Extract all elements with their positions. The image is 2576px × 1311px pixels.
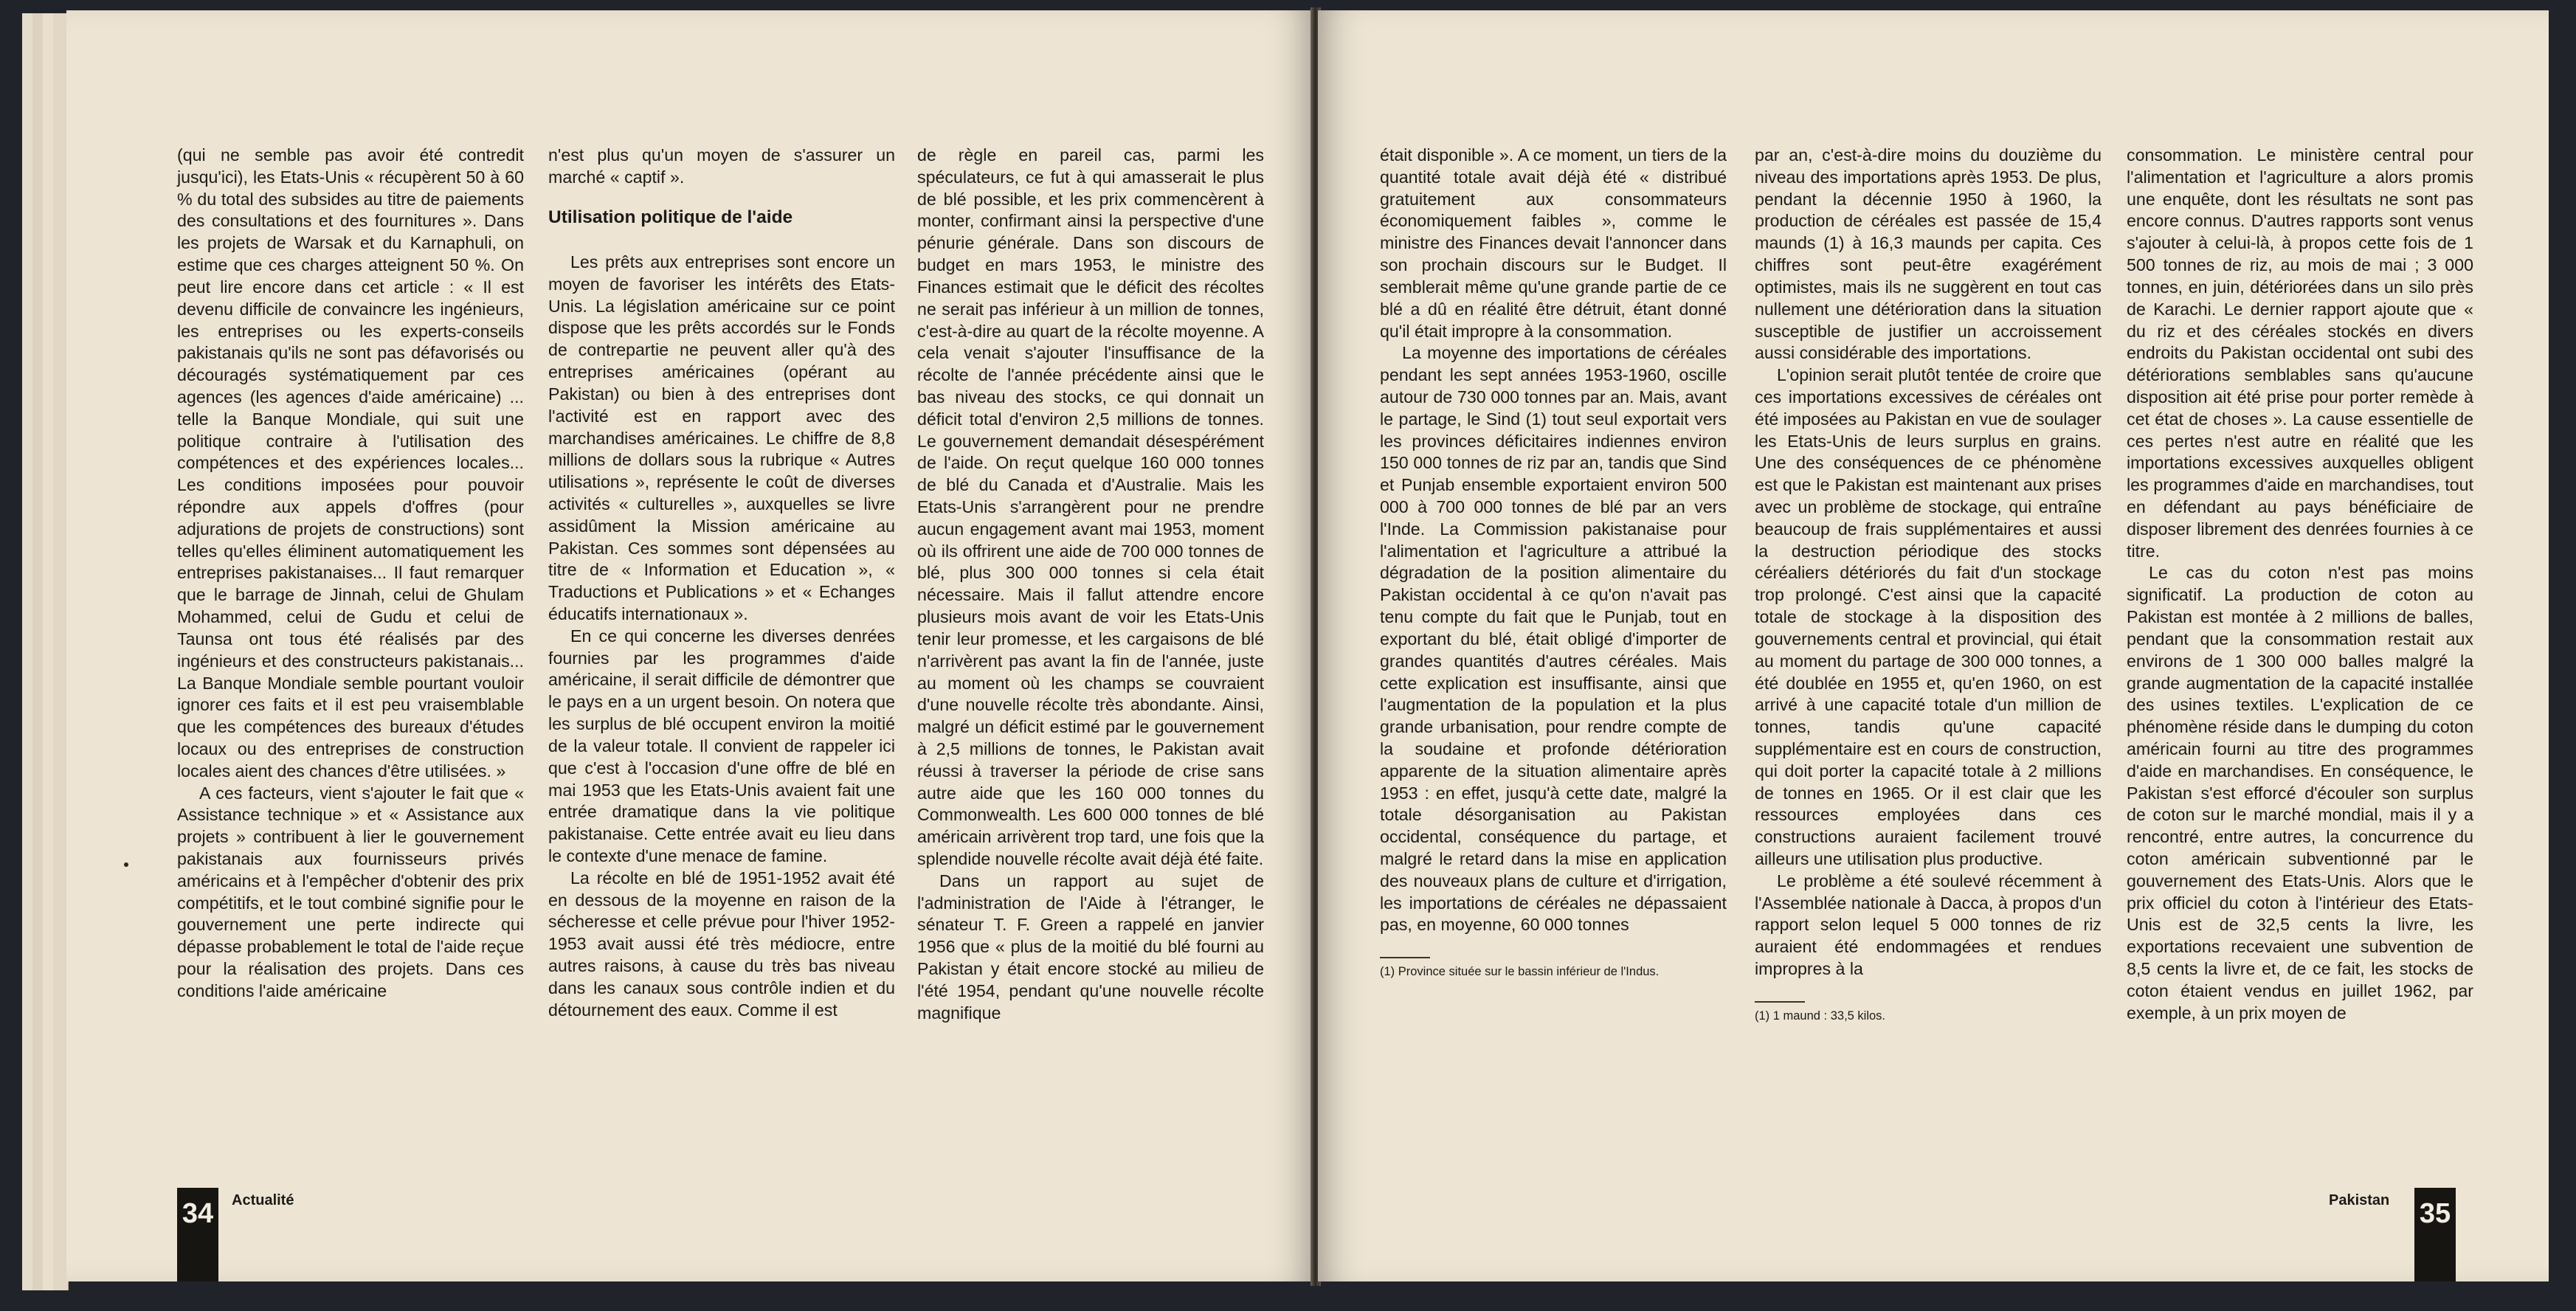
page-number-text: 35 xyxy=(2419,1198,2451,1229)
paragraph: consommation. Le ministère central pour l'alimentation et l'agriculture a alors promis une enquête, dont les résultats ne sont pas encore connus. D'autres rapports sont venus s'ajouter à celui-là, à propos cette fois de 1 500 tonnes de riz, au mois de mai ; 3 000 tonnes, en juin, détériorées dans un silo près de Karachi. Le dernier rapport ajoute que « du riz et des céréales stockés en divers endroits du Pakistan occidental ont subi des détériorations semblables sans qu'aucune disposition ait été prise pour porter remède à cet état de choses ». La cause essentielle de ces pertes n'est autre en réalité que les importations excessives auxquelles obligent les programmes d'aide en marchandises, tout en défendant au pays bénéficiaire de disposer librement des denrées fournies à ce titre. xyxy=(2127,145,2473,561)
left-page xyxy=(66,10,1313,1281)
footnote: (1) Province située sur le bassin inférieur de l'Indus. xyxy=(1380,965,1660,979)
paragraph: par an, c'est-à-dire moins du douzième du niveau des importations après 1953. De plus, pendant la décennie 1950 à 1960, la production de céréales est passée de 15,4 maunds (1) à 16,3 maunds per capita. Ces chiffres sont peut-être exagérément optimistes, mais ils ne suggèrent en tout cas nullement une détérioration dans la situation susceptible de justifier un accroissement aussi considérable des importations. xyxy=(1755,145,2102,363)
page-number-left xyxy=(177,1188,218,1281)
left-column-1 xyxy=(177,145,524,1003)
paragraph: Le problème a été soulevé récemment à l'Assemblée nationale à Dacca, à propos d'un rapport selon lequel 5 000 tonnes de riz auraient été endommagées et rendues impropres à la xyxy=(1755,871,2102,979)
paragraph: n'est plus qu'un moyen de s'assurer un marché « captif ». xyxy=(548,145,895,187)
paragraph: L'opinion serait plutôt tentée de croire que ces importations excessives de céréales ont été imposées au Pakistan en vue de soulager les Etats-Unis de leurs surplus en grains. Une des conséquences de ce phénomène est que le Pakistan est maintenant aux prises avec un problème de stockage, qui entraîne beaucoup de frais supplémentaires et aussi la destruction périodique des stocks céréaliers détériorés du fait d'un stockage trop prolongé. C'est ainsi que la capacité totale de stockage à la disposition des gouvernements central et provincial, qui était au moment du partage de 300 000 tonnes, a été doublée en 1955 et, qu'en 1960, on est arrivé à une capacité totale d'un million de tonnes, tandis qu'une capacité supplémentaire est en cours de construction, qui doit porter la capacité totale à 2 millions de tonnes en 1965. Or il est clair que les ressources employées dans ces constructions auraient facilement trouvé ailleurs une utilisation plus productive. xyxy=(1755,365,2102,868)
page-number-text: 34 xyxy=(182,1198,214,1229)
paragraph: La récolte en blé de 1951-1952 avait été en dessous de la moyenne en raison de la sécheresse et celle prévue pour l'hiver 1952-1953 avait aussi été très médiocre, entre autres raisons, à cause du très bas niveau dans les canaux sous contrôle indien et du détournement des eaux. Comme il est xyxy=(548,868,895,1020)
paragraph: Les prêts aux entreprises sont encore un moyen de favoriser les intérêts des Etats-Unis. La législation américaine sur ce point dispose que les prêts accordés sur le Fonds de contrepartie ne peuvent aller qu'à des entreprises américaines (opérant au Pakistan) ou bien à des entreprises dont l'activité est en rapport avec des marchandises américaines. Le chiffre de 8,8 millions de dollars sous la rubrique « Autres utilisations », représente le coût de diverses activités « culturelles », auxquelles se livre assidûment la Mission américaine au Pakistan. Ces sommes sont dépensées au titre de « Information et Education », « Traductions et Publications » et « Echanges éducatifs internationaux ». xyxy=(548,252,895,624)
paragraph: Le cas du coton n'est pas moins significatif. La production de coton au Pakistan est montée à 2 millions de balles, pendant que la consommation restait aux environs de 1 300 000 balles malgré la grande augmentation de la capacité installée des usines textiles. L'explication de ce phénomène réside dans le dumping du coton américain fourni au titre des programmes d'aide en marchandises. En conséquence, le Pakistan s'est efforcé d'écouler son surplus de coton sur le marché mondial, mais il y a rencontré, entre autres, la concurrence du coton américain subventionné par le gouvernement des Etats-Unis. Alors que le prix officiel du coton à l'intérieur des Etats-Unis est de 32,5 cents la livre, les exportations recevaient une subvention de 8,5 cents la livre et, de ce fait, les stocks de coton étaient vendus en juillet 1962, par exemple, à un prix moyen de xyxy=(2127,563,2473,1023)
paragraph: (qui ne semble pas avoir été contredit jusqu'ici), les Etats-Unis « récupèrent 50 à 60 % du total des subsides au titre de paiements des consultations et des fournitures ». Dans les projets de Warsak et du Karnaphuli, on estime que ces charges atteignent 50 %. On peut lire encore dans cet article : « Il est devenu difficile de convaincre les ingénieurs, les entreprises ou les experts-conseils pakistanais qu'ils ne sont pas défavorisés ou découragés systématiquement par ces agences (les agences d'aide américaine) ... telle la Banque Mondiale, qui suit une politique contraire à l'utilisation des compétences et des expériences locales... Les conditions imposées pour pouvoir répondre aux appels d'offres (pour adjurations de projets de constructions) sont telles qu'elles éliminent automatiquement les entreprises pakistanaises... Il faut remarquer que le barrage de Jinnah, celui de Ghulam Mohammed, celui de Gudu et celui de Taunsa ont tous été réalisés par des ingénieurs et des constructeurs pakistanais... La Banque Mondiale semble pourtant vouloir ignorer ces faits et il est peu vraisemblable que les compétences des bureaux d'études locaux ou des entreprises de construction locales aient des chances d'être utilisées. » xyxy=(177,145,524,781)
section-heading: Utilisation politique de l'aide xyxy=(548,207,793,227)
right-page xyxy=(1318,10,2549,1281)
footnote-rule xyxy=(1380,957,1430,958)
footnote-rule xyxy=(1755,1001,1805,1003)
paragraph: En ce qui concerne les diverses denrées fournies par les programmes d'aide américaine, il serait difficile de démontrer que le pays en a un urgent besoin. On notera que les surplus de blé occupent environ la moitié de la valeur totale. Il convient de rappeler ici que c'est à l'occasion d'une offre de blé en mai 1953 que les Etats-Unis avaient fait une entrée dramatique dans la vie politique pakistanaise. Cette entrée avait eu lieu dans le contexte d'une menace de famine. xyxy=(548,626,895,865)
paragraph: était disponible ». A ce moment, un tiers de la quantité totale avait déjà été « distribué gratuitement aux consommateurs économiquement faibles », comme le ministre des Finances devait l'annoncer dans son prochain discours sur le Budget. Il semblerait même qu'une grande partie de ce blé a dû en réalité être détruit, étant donné qu'il était impropre à la consommation. xyxy=(1380,145,1727,341)
right-column-2 xyxy=(1755,145,2102,1024)
page-number-right xyxy=(2414,1188,2456,1281)
left-column-3 xyxy=(917,145,1264,1025)
running-head-right: Pakistan xyxy=(2329,1192,2390,1208)
paragraph: A ces facteurs, vient s'ajouter le fait que « Assistance technique » et « Assistance aux projets » contribuent à lier le gouvernement pakistanais aux fournisseurs privés américains et à l'empêcher d'obtenir des prix compétitifs, et le tout combiné signifie pour le gouvernement une perte indirecte qui dépasse probablement le total de l'aide reçue pour la réalisation des projets. Dans ces conditions l'aide américaine xyxy=(177,783,524,1000)
footnote: (1) 1 maund : 33,5 kilos. xyxy=(1755,1009,1886,1023)
running-head-left: Actualité xyxy=(232,1192,294,1208)
ink-speck xyxy=(124,862,128,867)
right-column-1 xyxy=(1380,145,1727,980)
paragraph: de règle en pareil cas, parmi les spéculateurs, ce fut à qui amasserait le plus de blé possible, et les prix commencèrent à monter, confirmant ainsi la perspective d'une pénurie générale. Dans son discours de budget en mars 1953, le ministre des Finances estimait que le déficit des récoltes ne serait pas inférieur à un million de tonnes, c'est-à-dire au quart de la récolte moyenne. A cela venait s'ajouter l'insuffisance de la récolte de l'année précédente ainsi que le bas niveau des stocks, ce qui donnait un déficit total d'environ 2,5 millions de tonnes. Le gouvernement demandait désespérément de l'aide. On reçut quelque 160 000 tonnes de blé du Canada et d'Australie. Mais les Etats-Unis s'arrangèrent pour ne prendre aucun engagement avant mai 1953, moment où ils offrirent une aide de 700 000 tonnes de blé, plus 300 000 tonnes si cela était nécessaire. Mais il fallut attendre encore plusieurs mois avant de voir les Etats-Unis tenir leur promesse, et les cargaisons de blé n'arrivèrent pas avant la fin de l'année, juste au moment où les champs se couvraient d'une nouvelle récolte très abondante. Ainsi, malgré un déficit estimé par le gouvernement à 2,5 millions de tonnes, le Pakistan avait réussi à traverser la période de crise sans autre aide que les 160 000 tonnes du Commonwealth. Les 600 000 tonnes de blé américain arrivèrent trop tard, une fois que la splendide nouvelle récolte avait déjà été faite. xyxy=(917,145,1264,868)
left-column-2 xyxy=(548,145,895,1021)
paragraph: Dans un rapport au sujet de l'administration de l'Aide à l'étranger, le sénateur T. F. Green a rappelé en janvier 1956 que « plus de la moitié du blé fourni au Pakistan y était encore stocké au milieu de l'été 1954, pendant qu'une nouvelle récolte magnifique xyxy=(917,871,1264,1023)
right-column-3 xyxy=(2127,145,2473,1025)
paragraph: La moyenne des importations de céréales pendant les sept années 1953-1960, oscille autour de 730 000 tonnes par an. Mais, avant le partage, le Sind (1) tout seul exportait vers les provinces déficitaires indiennes environ 150 000 tonnes de riz par an, tandis que Sind et Punjab ensemble exportaient environ 500 000 à 700 000 tonnes de blé par an vers l'Inde. La Commission pakistanaise pour l'alimentation et l'agriculture a attribué la dégradation de la position alimentaire du Pakistan occidental à ce qu'on n'avait pas tenu compte du fait que le Punjab, tout en exportant du blé, était obligé d'importer de grandes quantités d'autres céréales. Mais cette explication est insuffisante, ainsi que l'augmentation de la population et la plus grande urbanisation, pour rendre compte de la soudaine et profonde détérioration apparente de la situation alimentaire après 1953 : en effet, jusqu'à cette date, malgré la totale désorganisation au Pakistan occidental, conséquence du partage, et malgré le retard dans la mise en application des nouveaux plans de culture et d'irrigation, les importations de céréales ne dépassaient pas, en moyenne, 60 000 tonnes xyxy=(1380,343,1727,935)
